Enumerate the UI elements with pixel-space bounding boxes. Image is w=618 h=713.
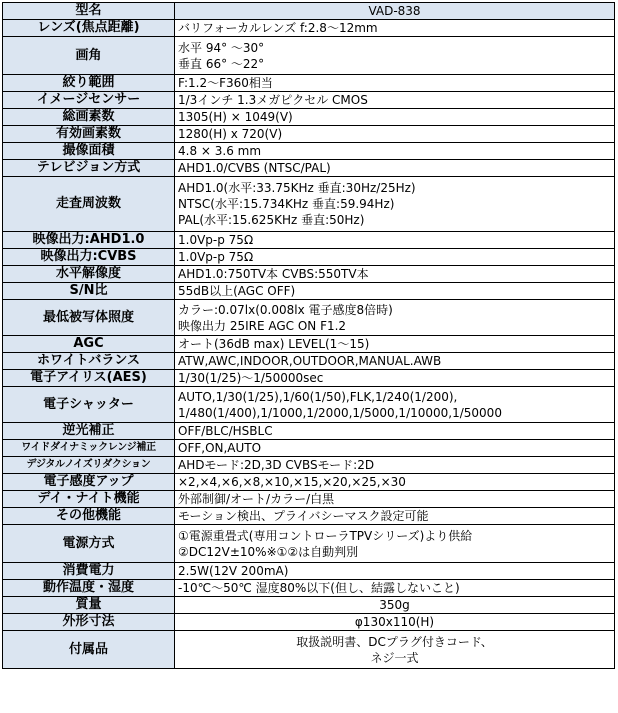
- spec-value-backlight-compensation: [175, 423, 615, 440]
- spec-value-line: オート(36dB max) LEVEL(1～15): [178, 337, 370, 351]
- spec-value-tv-system: [175, 160, 615, 177]
- spec-value-sensitivity-up: [175, 474, 615, 491]
- spec-label-sensor-area: 撮像面積: [3, 143, 175, 160]
- spec-row-image-sensor: [3, 92, 615, 109]
- spec-label-scan-frequency: 走査周波数: [3, 177, 175, 232]
- spec-value-line: 取扱説明書、DCプラグ付きコード、: [296, 634, 493, 649]
- spec-value-electronic-iris: [175, 370, 615, 387]
- spec-value-line: NTSC(水平:15.734KHz 垂直:59.94Hz): [178, 197, 395, 211]
- spec-value-line: 1280(H) x 720(V): [178, 127, 283, 141]
- spec-label-video-out-cvbs: 映像出力:CVBS: [3, 249, 175, 266]
- spec-value-sn-ratio: [175, 283, 615, 300]
- spec-row-iris-range: [3, 75, 615, 92]
- spec-label-other-functions: その他機能: [3, 508, 175, 525]
- spec-value-line: AHDモード:2D,3D CVBSモード:2D: [178, 458, 375, 472]
- spec-value-line: 1.0Vp-p 75Ω: [178, 250, 254, 264]
- spec-label-angle-of-view: 画角: [3, 37, 175, 75]
- spec-label-total-pixels: 総画素数: [3, 109, 175, 126]
- spec-label-image-sensor: イメージセンサー: [3, 92, 175, 109]
- spec-row-model: [3, 3, 615, 20]
- spec-value-line: AUTO,1/30(1/25),1/60(1/50),FLK,1/240(1/200),: [178, 389, 458, 404]
- spec-label-white-balance: ホワイトバランス: [3, 353, 175, 370]
- spec-value-line: 映像出力 25IRE AGC ON F1.2: [178, 318, 347, 333]
- spec-value-video-out-cvbs: [175, 249, 615, 266]
- spec-value-agc: [175, 336, 615, 353]
- spec-row-other-functions: [3, 508, 615, 525]
- spec-label-tv-system: テレビジョン方式: [3, 160, 175, 177]
- spec-value-line: ②DC12V±10%※①②は自動判別: [178, 544, 359, 559]
- spec-value-horizontal-resolution: [175, 266, 615, 283]
- spec-label-dimensions: 外形寸法: [3, 614, 175, 631]
- spec-value-line: 垂直 66° ～22°: [178, 56, 265, 71]
- spec-value-line: ATW,AWC,INDOOR,OUTDOOR,MANUAL.AWB: [178, 354, 442, 368]
- spec-value-dnr: [175, 457, 615, 474]
- spec-value-line: ネジ一式: [370, 650, 419, 665]
- spec-table: [2, 2, 615, 669]
- spec-value-line: VAD-838: [368, 4, 421, 18]
- spec-value-electronic-shutter: [175, 387, 615, 423]
- spec-row-wdr: [3, 440, 615, 457]
- spec-value-iris-range: [175, 75, 615, 92]
- spec-value-line: 350g: [379, 598, 410, 612]
- spec-value-wdr: [175, 440, 615, 457]
- spec-value-line: -10℃～50℃ 湿度80%以下(但し、結露しないこと): [178, 581, 460, 595]
- spec-row-tv-system: [3, 160, 615, 177]
- spec-value-line: ①電源重畳式(専用コントローラTPVシリーズ)より供給: [178, 528, 473, 543]
- spec-row-scan-frequency: [3, 177, 615, 232]
- spec-value-line: AHD1.0:750TV本 CVBS:550TV本: [178, 267, 369, 281]
- spec-value-line: AHD1.0(水平:33.75KHz 垂直:30Hz/25Hz): [178, 181, 416, 195]
- spec-row-dimensions: [3, 614, 615, 631]
- spec-value-day-night: [175, 491, 615, 508]
- spec-label-agc: AGC: [3, 336, 175, 353]
- spec-row-effective-pixels: [3, 126, 615, 143]
- spec-row-agc: [3, 336, 615, 353]
- spec-row-backlight-compensation: [3, 423, 615, 440]
- spec-row-min-illumination: [3, 300, 615, 336]
- spec-row-weight: [3, 597, 615, 614]
- spec-value-line: 1.0Vp-p 75Ω: [178, 233, 254, 247]
- spec-row-accessories: [3, 631, 615, 669]
- spec-row-day-night: [3, 491, 615, 508]
- spec-value-line: 2.5W(12V 200mA): [178, 564, 289, 578]
- spec-value-accessories: [175, 631, 615, 669]
- spec-value-total-pixels: [175, 109, 615, 126]
- spec-row-sn-ratio: [3, 283, 615, 300]
- spec-value-line: φ130x110(H): [354, 615, 435, 629]
- spec-value-weight: [175, 597, 615, 614]
- spec-row-white-balance: [3, 353, 615, 370]
- spec-value-line: OFF/BLC/HSBLC: [178, 424, 273, 438]
- spec-row-horizontal-resolution: [3, 266, 615, 283]
- spec-label-operating-temp-humidity: 動作温度・湿度: [3, 580, 175, 597]
- spec-row-electronic-shutter: [3, 387, 615, 423]
- spec-value-angle-of-view: [175, 37, 615, 75]
- spec-label-lens: レンズ(焦点距離): [3, 20, 175, 37]
- spec-value-line: 1/480(1/400),1/1000,1/2000,1/5000,1/10000,1/50000: [178, 405, 502, 420]
- spec-value-line: 4.8 × 3.6 mm: [178, 144, 262, 158]
- spec-row-total-pixels: [3, 109, 615, 126]
- spec-label-model: 型名: [3, 3, 175, 20]
- spec-label-wdr: ワイドダイナミックレンジ補正: [3, 440, 175, 457]
- spec-row-video-out-ahd: [3, 232, 615, 249]
- spec-value-other-functions: [175, 508, 615, 525]
- spec-label-backlight-compensation: 逆光補正: [3, 423, 175, 440]
- spec-value-power-supply: [175, 525, 615, 563]
- spec-value-line: モーション検出、プライバシーマスク設定可能: [178, 509, 429, 523]
- spec-value-line: カラー:0.07lx(0.008lx 電子感度8倍時): [178, 302, 393, 317]
- spec-value-line: OFF,ON,AUTO: [178, 441, 262, 455]
- spec-value-line: PAL(水平:15.625KHz 垂直:50Hz): [178, 213, 365, 227]
- spec-label-accessories: 付属品: [3, 631, 175, 669]
- spec-value-lens: [175, 20, 615, 37]
- spec-label-video-out-ahd: 映像出力:AHD1.0: [3, 232, 175, 249]
- spec-label-effective-pixels: 有効画素数: [3, 126, 175, 143]
- spec-value-line: バリフォーカルレンズ f:2.8～12mm: [178, 21, 378, 35]
- spec-row-operating-temp-humidity: [3, 580, 615, 597]
- spec-label-sensitivity-up: 電子感度アップ: [3, 474, 175, 491]
- spec-value-line: 1/30(1/25)～1/50000sec: [178, 371, 324, 385]
- spec-value-power-consumption: [175, 563, 615, 580]
- spec-row-video-out-cvbs: [3, 249, 615, 266]
- spec-table-body: [3, 3, 615, 669]
- spec-row-lens: [3, 20, 615, 37]
- spec-row-dnr: [3, 457, 615, 474]
- spec-value-operating-temp-humidity: [175, 580, 615, 597]
- spec-label-min-illumination: 最低被写体照度: [3, 300, 175, 336]
- spec-row-sensor-area: [3, 143, 615, 160]
- spec-value-video-out-ahd: [175, 232, 615, 249]
- spec-value-line: ×2,×4,×6,×8,×10,×15,×20,×25,×30: [178, 475, 406, 489]
- spec-row-electronic-iris: [3, 370, 615, 387]
- spec-value-line: 55dB以上(AGC OFF): [178, 284, 296, 298]
- spec-value-sensor-area: [175, 143, 615, 160]
- spec-label-day-night: デイ・ナイト機能: [3, 491, 175, 508]
- spec-value-line: F:1.2～F360相当: [178, 76, 273, 90]
- spec-row-sensitivity-up: [3, 474, 615, 491]
- spec-label-electronic-shutter: 電子シャッター: [3, 387, 175, 423]
- spec-label-dnr: デジタルノイズリダクション: [3, 457, 175, 474]
- spec-value-min-illumination: [175, 300, 615, 336]
- spec-value-scan-frequency: [175, 177, 615, 232]
- spec-value-line: 1/3インチ 1.3メガピクセル CMOS: [178, 93, 368, 107]
- spec-value-line: 外部制御/オート/カラー/白黒: [178, 492, 335, 506]
- spec-value-white-balance: [175, 353, 615, 370]
- spec-value-image-sensor: [175, 92, 615, 109]
- spec-row-angle-of-view: [3, 37, 615, 75]
- spec-label-power-consumption: 消費電力: [3, 563, 175, 580]
- spec-label-sn-ratio: S/N比: [3, 283, 175, 300]
- spec-row-power-consumption: [3, 563, 615, 580]
- spec-value-effective-pixels: [175, 126, 615, 143]
- spec-value-dimensions: [175, 614, 615, 631]
- spec-value-line: 1305(H) × 1049(V): [178, 110, 293, 124]
- spec-label-horizontal-resolution: 水平解像度: [3, 266, 175, 283]
- spec-value-line: 水平 94° ～30°: [178, 40, 265, 55]
- spec-row-power-supply: [3, 525, 615, 563]
- spec-value-line: AHD1.0/CVBS (NTSC/PAL): [178, 161, 331, 175]
- spec-label-weight: 質量: [3, 597, 175, 614]
- spec-label-iris-range: 絞り範囲: [3, 75, 175, 92]
- spec-value-model: [175, 3, 615, 20]
- spec-label-power-supply: 電源方式: [3, 525, 175, 563]
- spec-label-electronic-iris: 電子アイリス(AES): [3, 370, 175, 387]
